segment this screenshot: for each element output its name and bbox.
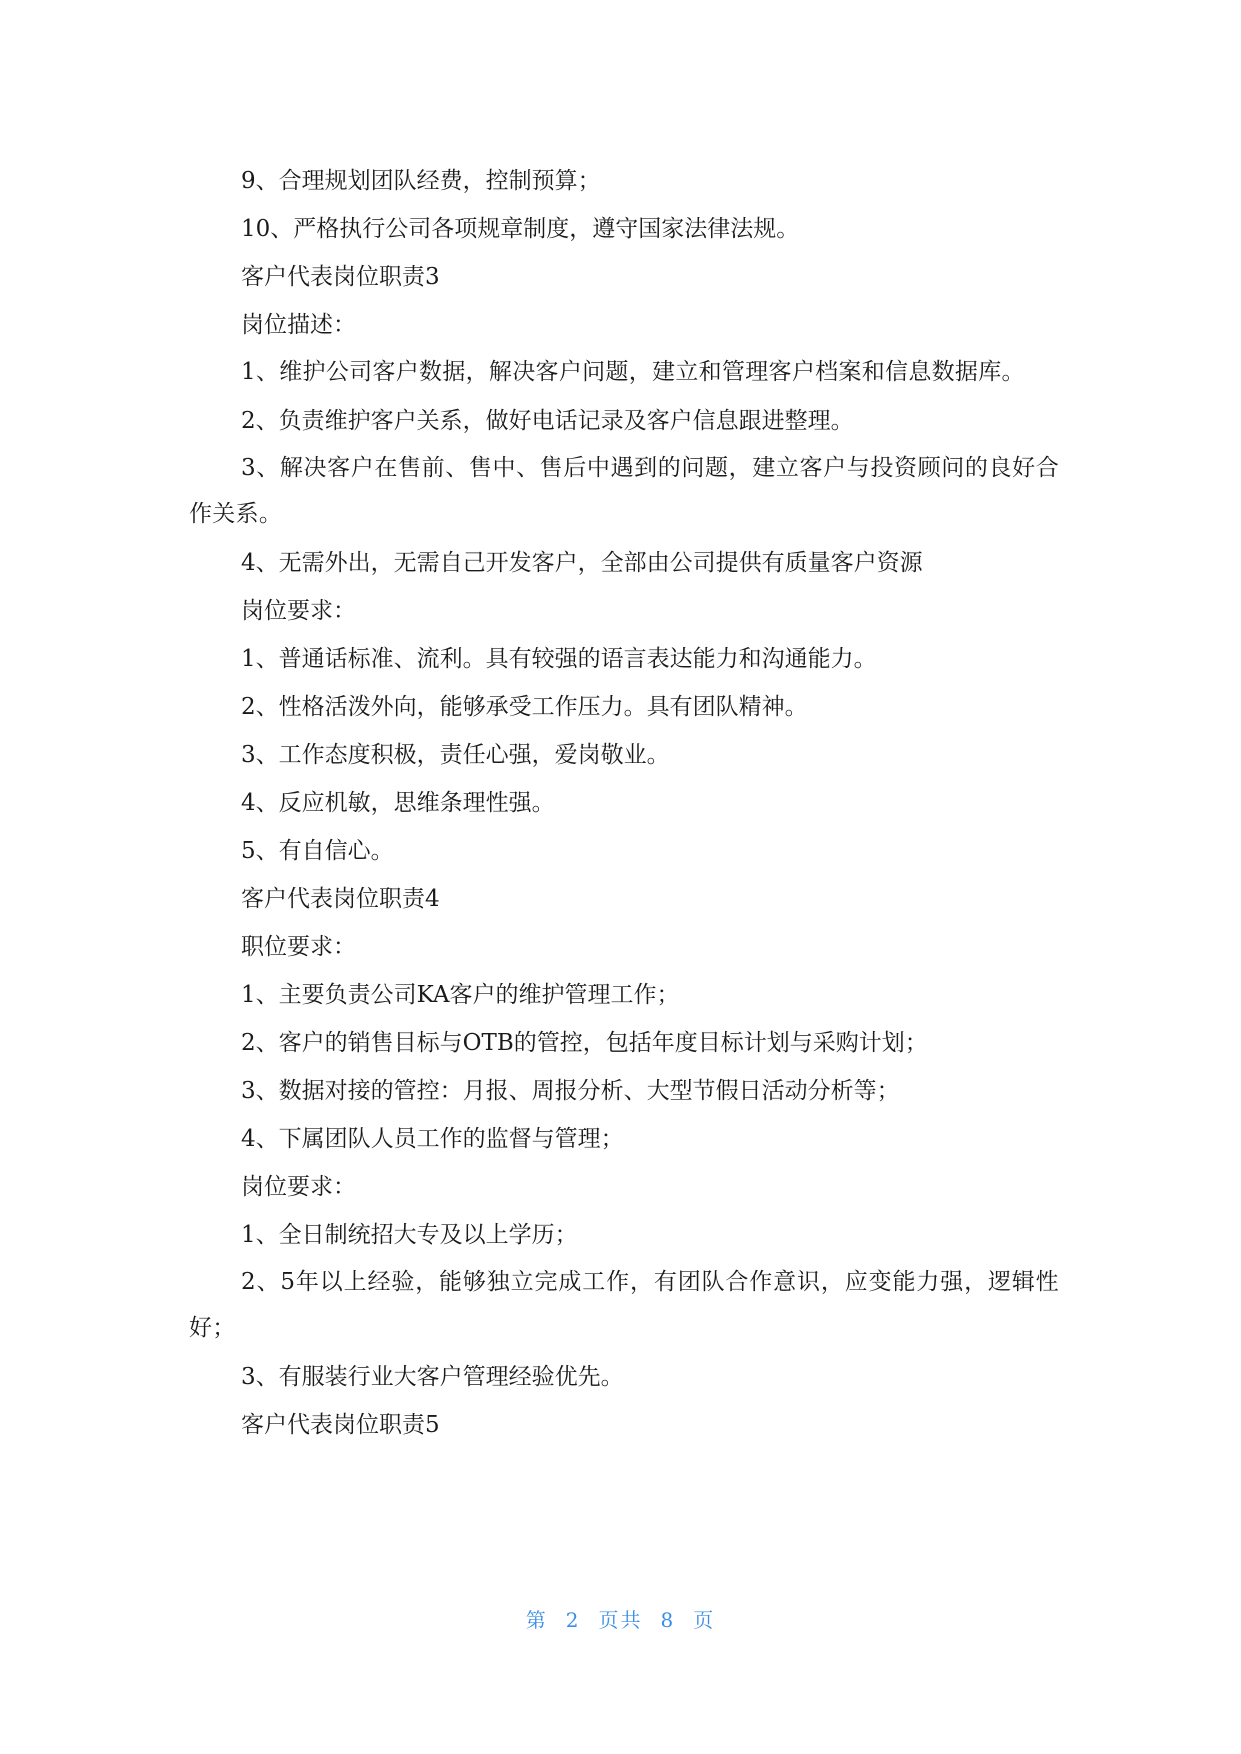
list-item: 3、解决客户在售前、售中、售后中遇到的问题，建立客户与投资顾问的良好合作关系。 — [189, 455, 1059, 527]
list-item: 1、维护公司客户数据，解决客户问题，建立和管理客户档案和信息数据库。 — [241, 359, 1025, 385]
section-label: 岗位要求： — [241, 598, 356, 624]
section-label: 岗位描述： — [241, 312, 356, 338]
list-item: 1、主要负责公司KA客户的维护管理工作； — [241, 982, 680, 1008]
list-item: 3、有服装行业大客户管理经验优先。 — [241, 1364, 624, 1390]
footer-prefix: 第 — [525, 1608, 548, 1632]
section-heading: 客户代表岗位职责5 — [241, 1412, 440, 1438]
list-item: 4、反应机敏，思维条理性强。 — [241, 790, 555, 816]
section-heading: 客户代表岗位职责4 — [241, 886, 440, 912]
footer-current-page: 2 — [565, 1608, 581, 1632]
footer-middle: 页共 — [598, 1608, 643, 1632]
list-item: 4、下属团队人员工作的监督与管理； — [241, 1126, 624, 1152]
document-body — [189, 157, 1059, 1449]
list-item: 1、全日制统招大专及以上学历； — [241, 1222, 578, 1248]
list-item: 3、数据对接的管控：月报、周报分析、大型节假日活动分析等； — [241, 1078, 900, 1104]
footer-total-pages: 8 — [660, 1608, 676, 1632]
list-item: 2、负责维护客户关系，做好电话记录及客户信息跟进整理。 — [241, 408, 854, 434]
section-label: 职位要求： — [241, 934, 356, 960]
section-heading: 客户代表岗位职责3 — [241, 264, 440, 290]
list-item: 5、有自信心。 — [241, 838, 394, 864]
section-label: 岗位要求： — [241, 1174, 356, 1200]
list-item: 2、客户的销售目标与OTB的管控，包括年度目标计划与采购计划； — [241, 1030, 928, 1056]
list-item: 9、合理规划团队经费，控制预算； — [241, 168, 601, 194]
list-item: 10、严格执行公司各项规章制度，遵守国家法律法规。 — [241, 216, 800, 242]
page-footer — [0, 1604, 1241, 1633]
list-item: 1、普通话标准、流利。具有较强的语言表达能力和沟通能力。 — [241, 646, 877, 672]
list-item: 4、无需外出，无需自己开发客户，全部由公司提供有质量客户资源 — [241, 550, 923, 576]
footer-suffix: 页 — [693, 1608, 716, 1632]
list-item: 2、性格活泼外向，能够承受工作压力。具有团队精神。 — [241, 694, 808, 720]
list-item: 2、5年以上经验，能够独立完成工作，有团队合作意识，应变能力强，逻辑性好； — [189, 1269, 1059, 1341]
list-item: 3、工作态度积极，责任心强，爱岗敬业。 — [241, 742, 670, 768]
